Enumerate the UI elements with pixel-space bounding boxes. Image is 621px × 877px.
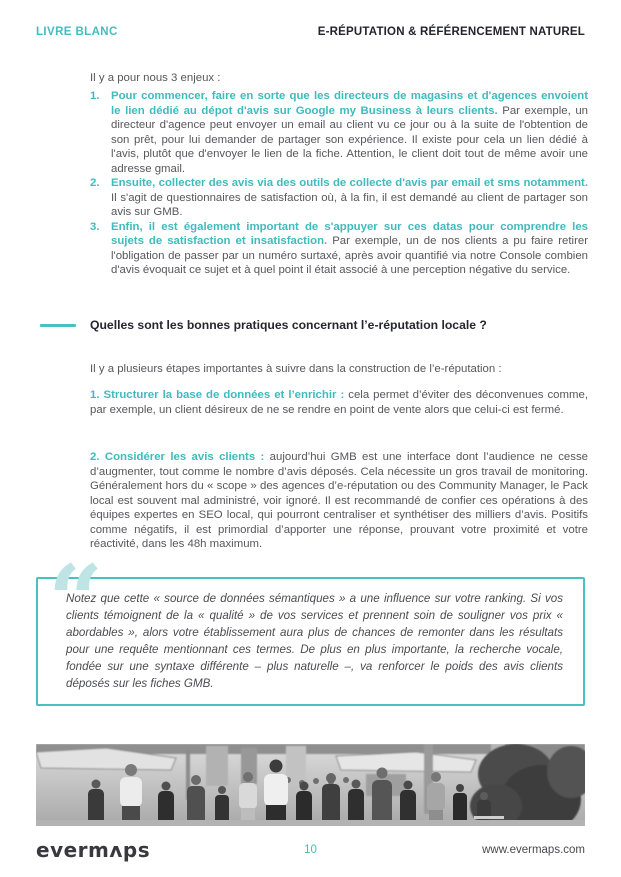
website-url: www.evermaps.com <box>482 844 585 856</box>
step-rest: aujourd’hui GMB est une interface dont l’audience ne cesse d’augmenter, tout comme le nombre d’avis déposés. Cela nécessite un gros travail de monitoring. Généralement hors du « scope » des agences d’e-réputation ou des Community Manager, le Pack local est souvent mal administré, voir ignoré. Il est recommandé de confier ces opérations à des équipes expertes en SEO local, qui pourront centraliser et synthétiser des milliers d’avis. Positifs comme négatifs, il est primordial d’apporter une réponse, prouvant votre proximité et votre réactivité, dans les 48h maximum. <box>90 451 588 551</box>
step-paragraph <box>90 388 588 417</box>
list-item-lead: Ensuite, collecter des avis via des outils de collecte d'avis par email et sms notamment. <box>111 177 588 189</box>
list-item-lead: Pour commencer, faire en sorte que les directeurs de magasins et d'agences envoient le lien dédié au dépot d'avis sur Google my Business à leurs clients. <box>111 90 588 117</box>
list-item-number: 3. <box>90 220 100 233</box>
list-item-rest: Par exemple, un de nos clients a pu faire retirer l'obligation de passer par un numéro surtaxé, après avoir quantifié via notre Console combien d'avis évoquait ce sujet et à quel point il était associé à une perception négative du service. <box>111 235 588 276</box>
list-item-number: 1. <box>90 90 100 102</box>
list-item-text <box>111 220 588 278</box>
quote-block <box>36 544 585 706</box>
list-item <box>90 176 588 220</box>
list-item-lead: Enfin, il est également important de s'appuyer sur ces datas pour comprendre les sujets de satisfaction et insatisfaction. <box>111 220 588 247</box>
step-paragraph <box>90 450 588 552</box>
step-lead: 1. Structurer la base de données et l’enrichir : <box>90 389 345 402</box>
list-item-text <box>111 176 588 220</box>
section-intro: Il y a plusieurs étapes importantes à suivre dans la construction de l’e-réputation : <box>90 363 502 376</box>
page-footer <box>36 836 585 866</box>
page-header <box>36 26 585 38</box>
list-item <box>90 89 588 176</box>
step-rest: cela permet d’éviter des déconvenues comme, par exemple, un client désireux de ne se rendre en point de vente alors que celui-ci est fermé. <box>90 389 588 416</box>
section-heading <box>40 318 588 333</box>
street-photo <box>36 744 585 826</box>
heading-dash-rule <box>40 324 76 327</box>
list-item-rest: Il s'agit de questionnaires de satisfaction où, à la fin, il est demandé au client de partager son avis sur GMB. <box>111 191 588 218</box>
doc-title-label: E-RÉPUTATION & RÉFÉRENCEMENT NATUREL <box>317 26 585 38</box>
enjeux-list <box>90 89 588 278</box>
step-lead: 2. Considérer les avis clients : <box>90 451 265 464</box>
list-item-text <box>111 89 588 176</box>
list-item-number: 2. <box>90 177 100 189</box>
enjeux-intro: Il y a pour nous 3 enjeux : <box>90 72 221 85</box>
evermaps-logo: evermʌps <box>36 838 151 862</box>
page-number: 10 <box>304 844 317 856</box>
list-item <box>90 220 588 278</box>
doc-type-label: LIVRE BLANC <box>36 26 118 38</box>
section-title: Quelles sont les bonnes pratiques concernant l’e-réputation locale ? <box>90 318 487 332</box>
list-item-rest: Par exemple, un directeur d'agence peut envoyer un email au client vu ce jour ou à la suite de l'obtention de son prêt, pour lui demander de partager son expérience. Il existe pour cela un lien dédié à l'avis, plutôt que d'envoyer le lien de la fiche. Attention, le client doit tout de même avoir une adresse gmail. <box>111 104 589 175</box>
quote-mark-icon: “ <box>48 544 104 657</box>
quote-text: Notez que cette « source de données sémantiques » a une influence sur votre ranking. Si vos clients témoignent de la « qualité » de vos services et prennent soin de souligner vos prix « abordables », alors votre établissement aura plus de chances de remonter dans les résultats pour une requête mentionnant ces termes. De plus en plus importante, la recherche vocale, fondée sur une syntaxe différente – plus naturelle –, va renforcer le poids des avis clients déposés sur les fiches GMB. <box>66 592 563 690</box>
